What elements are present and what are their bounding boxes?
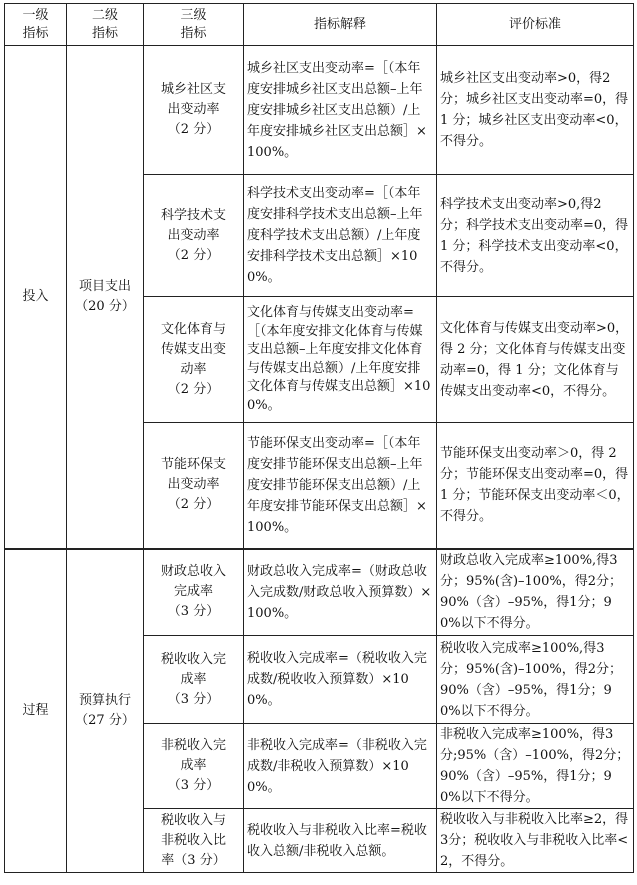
level2-cell-project-spending [67, 46, 144, 549]
criteria-cell: 文化体育与传媒支出变动率>0，得 2 分；文化体育与传媒支出变动率=0，得 1 分；文化体育与传媒支出变动率<0，不得分。 [437, 297, 634, 423]
criteria-cell: 城乡社区支出变动率>0，得2 分；城乡社区支出变动率=0，得 1 分；城乡社区支出变动率<0，不得分。 [437, 46, 634, 175]
explain-cell: 非税收入完成率=（非税收入完成数/非税收入预算数）×100%。 [244, 724, 437, 809]
explain-cell: 税收收入完成率=（税收收入完成数/税收收入预算数）×100%。 [244, 636, 437, 724]
criteria-cell: 节能环保支出变动率＞0，得 2 分；节能环保支出变动率=0，得 1 分；节能环保支出变动率＜0，不得分。 [437, 423, 634, 549]
level3-cell [144, 724, 244, 809]
level3-label: 城乡社区支 出变动率 （2 分） [160, 82, 226, 137]
header-criteria [437, 4, 634, 46]
level1-cell-input [5, 46, 67, 549]
level3-cell [144, 175, 244, 297]
level3-cell [144, 46, 244, 175]
criteria-cell: 财政总收入完成率≥100%,得3分；95%(含)–100%，得2分；90%（含）–95%，得1分；90%以下不得分。 [437, 549, 634, 636]
header-explain-text: 指标解释 [313, 16, 366, 32]
header-level2 [67, 4, 144, 46]
explain-cell: 科学技术支出变动率=［（本年度安排科学技术支出总额–上年度科学技术支出总额）/上年度安排科学技术支出总额］×100%。 [244, 175, 437, 297]
level3-label: 税收收入完 成率 （3 分） [160, 651, 226, 707]
header-level3-text: 三级 指标 [180, 7, 207, 41]
criteria-cell: 税收收入完成率≥100%,得3分；95%(含)–100%，得2分；90%（含）–95%，得1分；90%以下不得分。 [437, 636, 634, 724]
level2-cell-budget-execution [67, 549, 144, 873]
level3-label: 税收收入与 非税收入比 率（3 分） [160, 812, 226, 868]
explain-cell: 节能环保支出变动率=［（本年度安排节能环保支出总额–上年度安排节能环保支出总额）/上年度安排节能环保支出总额］×100%。 [244, 423, 437, 549]
indicator-table-wrapper [4, 3, 633, 873]
explain-cell: 文化体育与传媒支出变动率=［（本年度安排文化体育与传媒支出总额–上年度安排文化体育与传媒支出总额）/上年度安排文化体育与传媒支出总额］×100%。 [244, 297, 437, 423]
level3-cell [144, 549, 244, 636]
level3-label: 科学技术支 出变动率 （2 分） [160, 207, 226, 263]
level3-label: 文化体育与 传媒支出变 动率 （2 分） [160, 321, 226, 397]
level2-label: 项目支出 （20 分） [75, 278, 135, 314]
explain-cell: 城乡社区支出变动率=［（本年度安排城乡社区支出总额–上年度安排城乡社区支出总额）/上年度安排城乡社区支出总额］×100%。 [244, 46, 437, 175]
level1-label: 投入 [22, 288, 49, 304]
explain-cell: 税收收入与非税收入比率=税收收入总额/非税收入总额。 [244, 809, 437, 873]
indicator-table [4, 3, 634, 873]
header-explain [244, 4, 437, 46]
header-row [5, 4, 634, 46]
level3-label: 非税收入完 成率 （3 分） [160, 738, 226, 793]
level1-label: 过程 [22, 702, 49, 718]
level3-label: 财政总收入 完成率 （3 分） [160, 564, 226, 620]
level3-cell [144, 297, 244, 423]
criteria-cell: 非税收入完成率≥100%，得3分;95%（含）–100%，得2分；90%（含）–95%，得1分；90%以下不得分。 [437, 724, 634, 809]
level3-cell [144, 636, 244, 724]
header-criteria-text: 评价标准 [508, 16, 561, 32]
criteria-cell: 税收收入与非税收入比率≥2，得3分；税收收入与非税收入比率<2，不得分。 [437, 809, 634, 873]
table-row [5, 46, 634, 175]
header-level3 [144, 4, 244, 46]
header-level1 [5, 4, 67, 46]
criteria-cell: 科学技术支出变动率>0,得2 分；科学技术支出变动率=0，得 1 分；科学技术支出变动率<0，不得分。 [437, 175, 634, 297]
level2-label: 预算执行 （27 分） [75, 692, 135, 728]
header-level1-text: 一级 指标 [22, 7, 49, 41]
level3-cell [144, 809, 244, 873]
table-row [5, 549, 634, 636]
level1-cell-process [5, 549, 67, 873]
level3-label: 节能环保支 出变动率 （2 分） [160, 457, 226, 513]
explain-cell: 财政总收入完成率=（财政总收入完成数/财政总收入预算数）×100%。 [244, 549, 437, 636]
header-level2-text: 二级 指标 [91, 7, 118, 41]
level3-cell [144, 423, 244, 549]
